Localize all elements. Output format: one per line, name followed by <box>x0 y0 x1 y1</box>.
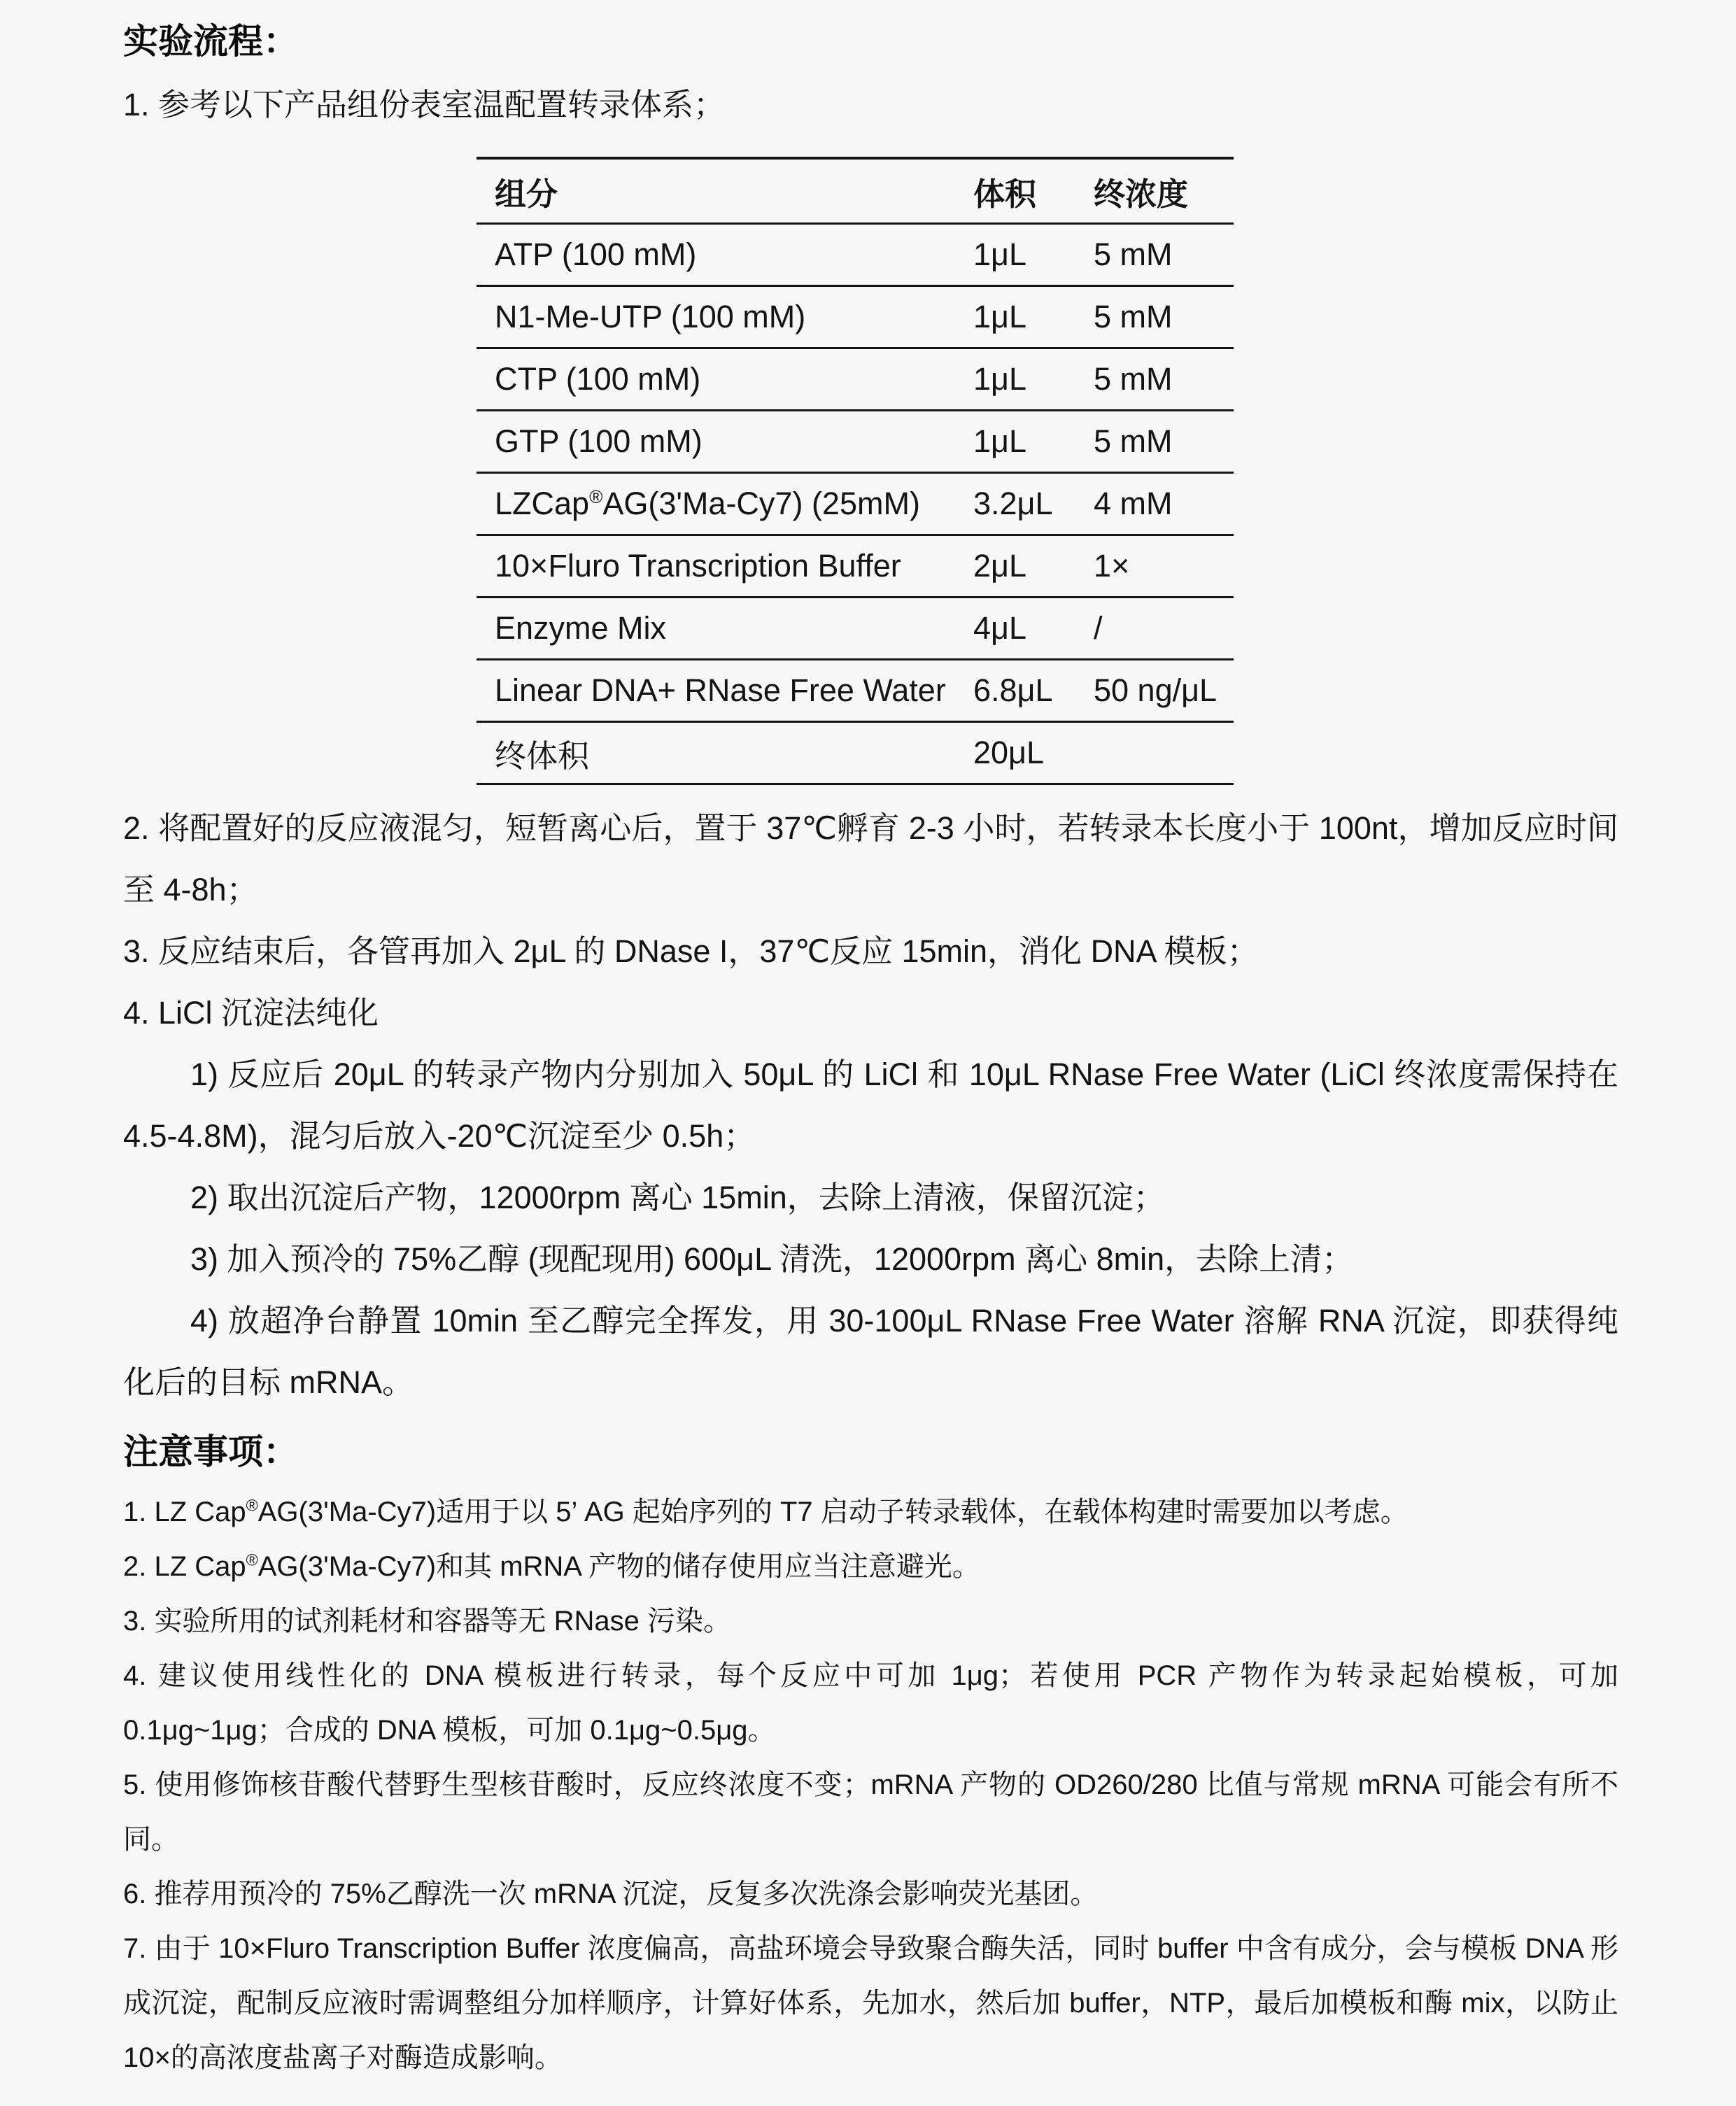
table-cell: 10×Fluro Transcription Buffer <box>495 548 901 584</box>
table-cell: / <box>1094 610 1103 646</box>
table-row <box>477 348 1234 411</box>
components-table <box>477 157 1234 785</box>
notes-list <box>123 1485 1618 2085</box>
table-cell: 5 mM <box>1094 299 1173 334</box>
table-cell: 1μL <box>973 423 1026 459</box>
table-cell: N1-Me-UTP (100 mM) <box>495 299 806 334</box>
table-row <box>477 660 1234 722</box>
procedure-substep: 1) 反应后 20μL 的转录产物内分别加入 50μL 的 LiCl 和 10μL RNase Free Water (LiCl 终浓度需保持在 4.5-4.8M)，混匀后放入-20℃沉淀至少 0.5h； <box>123 1056 1618 1154</box>
procedure-substep: 2) 取出沉淀后产物，12000rpm 离心 15min，去除上清液，保留沉淀； <box>190 1180 1165 1215</box>
table-cell: 1μL <box>973 361 1026 397</box>
table-cell: 2μL <box>973 548 1026 584</box>
table-cell: ATP (100 mM) <box>495 236 697 272</box>
table-row <box>477 598 1234 660</box>
table-cell: 4μL <box>973 610 1026 646</box>
table-cell: 3.2μL <box>973 486 1053 521</box>
table-header-cell: 终浓度 <box>1094 176 1189 212</box>
table-cell: 1μL <box>973 236 1026 272</box>
table-cell: LZCap®AG(3'Ma-Cy7) (25mM) <box>495 486 920 521</box>
procedure-step: 2. 将配置好的反应液混匀，短暂离心后，置于 37℃孵育 2-3 小时，若转录本长度小于 100nt，增加反应时间至 4-8h； <box>123 810 1618 907</box>
note-item: 7. 由于 10×Fluro Transcription Buffer 浓度偏高，高盐环境会导致聚合酶失活，同时 buffer 中含有成分，会与模板 DNA 形成沉淀，配制反应液时需调整组分加样顺序，计算好体系，先加水，然后加 buffer，NTP，最后加模板和酶 mix，以防止 10×的高浓度盐离子对酶造成影响。 <box>123 1933 1618 2073</box>
table-cell <box>1094 722 1234 784</box>
procedure-substep: 4) 放超净台静置 10min 至乙醇完全挥发，用 30-100μL RNase Free Water 溶解 RNA 沉淀，即获得纯化后的目标 mRNA。 <box>123 1303 1618 1400</box>
procedure-step: 4. LiCl 沉淀法纯化 <box>123 995 379 1031</box>
note-item: 5. 使用修饰核苷酸代替野生型核苷酸时，反应终浓度不变；mRNA 产物的 OD260/280 比值与常规 mRNA 可能会有所不同。 <box>123 1769 1618 1855</box>
procedure-steps <box>123 798 1618 1413</box>
table-cell: 终体积 <box>495 737 590 774</box>
table-header-row <box>477 158 1234 224</box>
table-cell: 5 mM <box>1094 361 1173 397</box>
table-cell: 20μL <box>973 735 1045 770</box>
procedure-substep: 3) 加入预冷的 75%乙醇 (现配现用) 600μL 清洗，12000rpm 离心 8min，去除上清； <box>190 1241 1354 1277</box>
table-cell: 1× <box>1094 548 1130 584</box>
procedure-step-1: 1. 参考以下产品组份表室温配置转录体系； <box>123 87 726 122</box>
table-cell: 6.8μL <box>973 672 1053 708</box>
note-item: 6. 推荐用预冷的 75%乙醇洗一次 mRNA 沉淀，反复多次洗涤会影响荧光基团。 <box>123 1879 1099 1909</box>
table-row <box>477 224 1234 286</box>
table-header-cell: 组分 <box>495 176 558 212</box>
table-cell: 5 mM <box>1094 236 1173 272</box>
table-row <box>477 286 1234 348</box>
components-table-body <box>477 224 1234 784</box>
table-cell: 4 mM <box>1094 486 1173 521</box>
table-row <box>477 535 1234 598</box>
table-cell: 5 mM <box>1094 423 1173 459</box>
procedure-heading: 实验流程： <box>123 22 298 61</box>
note-item: 4. 建议使用线性化的 DNA 模板进行转录，每个反应中可加 1μg；若使用 PCR 产物作为转录起始模板，可加 0.1μg~1μg；合成的 DNA 模板，可加 0.1μg~0.5μg。 <box>123 1660 1618 1746</box>
table-cell: 1μL <box>973 299 1026 334</box>
procedure-step: 3. 反应结束后，各管再加入 2μL 的 DNase I，37℃反应 15min，消化 DNA 模板； <box>123 933 1259 969</box>
table-cell: Linear DNA+ RNase Free Water <box>495 672 946 708</box>
table-row <box>477 473 1234 535</box>
table-row <box>477 411 1234 473</box>
table-cell: Enzyme Mix <box>495 610 667 646</box>
table-cell: CTP (100 mM) <box>495 361 701 397</box>
table-cell: 50 ng/μL <box>1094 672 1218 708</box>
notes-heading: 注意事项： <box>123 1432 298 1471</box>
note-item: 1. LZ Cap®AG(3'Ma-Cy7)适用于以 5’ AG 起始序列的 T7 启动子转录载体，在载体构建时需要加以考虑。 <box>123 1496 1409 1527</box>
note-item: 2. LZ Cap®AG(3'Ma-Cy7)和其 mRNA 产物的储存使用应当注意避光。 <box>123 1550 980 1582</box>
table-cell: GTP (100 mM) <box>495 423 703 459</box>
table-header-cell: 体积 <box>973 176 1037 212</box>
note-item: 3. 实验所用的试剂耗材和容器等无 RNase 污染。 <box>123 1606 731 1637</box>
table-row <box>477 722 1234 784</box>
